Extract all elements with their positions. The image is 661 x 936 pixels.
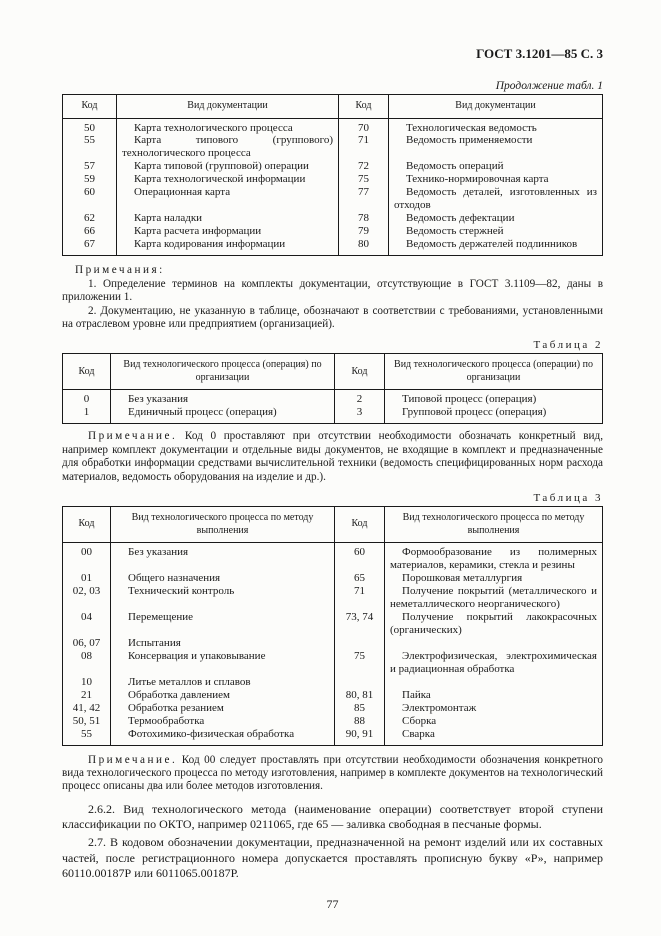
- code-cell: 80: [339, 238, 389, 255]
- text-cell: Карта типовой (групповой) операции: [117, 160, 339, 173]
- code-cell: 50: [63, 118, 117, 134]
- text-cell: Операционная карта: [117, 186, 339, 212]
- col-header-code: Код: [63, 95, 117, 119]
- table-row: [63, 611, 603, 637]
- note-item: 1. Определение терминов на комплекты документации, отсутствующие в ГОСТ 3.1109—82, даны в приложении 1.: [62, 277, 603, 304]
- text-cell: Карта кодирования информации: [117, 238, 339, 255]
- note-item: 2. Документацию, не указанную в таблице, обозначают в соответствии с требованиями, установленными на отраслевом уровне или предприятием (организацией).: [62, 304, 603, 330]
- text-cell: Термообработка: [111, 715, 335, 728]
- col-header-code: Код: [335, 354, 385, 390]
- text-cell: Обработка давлением: [111, 689, 335, 702]
- text-cell: Консервация и упаковывание: [111, 650, 335, 676]
- code-cell: 62: [63, 212, 117, 225]
- text-cell: Испытания: [111, 637, 335, 650]
- code-cell: 70: [339, 118, 389, 134]
- code-cell: 60: [63, 186, 117, 212]
- table-row: [63, 676, 603, 689]
- code-cell: 66: [63, 225, 117, 238]
- text-cell: Типовой процесс (операция): [385, 390, 603, 406]
- text-cell: Электрофизическая, электрохимическая и радиационная обработка: [385, 650, 603, 676]
- text-cell: Обработка резанием: [111, 702, 335, 715]
- text-cell: Карта технологической информации: [117, 173, 339, 186]
- table-header-row: [63, 354, 603, 390]
- table-row: [63, 238, 603, 255]
- text-cell: Групповой процесс (операция): [385, 406, 603, 423]
- table-row: [63, 390, 603, 406]
- code-cell: 90, 91: [335, 728, 385, 745]
- table-row: [63, 715, 603, 728]
- process-organization-table: [62, 353, 603, 424]
- text-cell: Получение покрытий (металлического и неметаллического неорганического): [385, 585, 603, 611]
- note-text: Код 00 следует проставлять при отсутствии необходимости обозначения конкретного вида технологического процесса по методу изготовления, например в комплекте документов на технологический процесс описаны два или более методов изготовления.: [62, 753, 604, 793]
- note-label: Примечание.: [88, 430, 178, 443]
- table-row: [63, 212, 603, 225]
- code-cell: 75: [339, 173, 389, 186]
- text-cell: Карта технологического процесса: [117, 118, 339, 134]
- table-row: [63, 173, 603, 186]
- table1-notes: [62, 264, 603, 331]
- document-reference: ГОСТ 3.1201—85 С. 3: [476, 46, 603, 61]
- text-cell: Ведомость стержней: [389, 225, 603, 238]
- table-row: [63, 186, 603, 212]
- code-cell: 78: [339, 212, 389, 225]
- text-cell: Ведомость дефектации: [389, 212, 603, 225]
- table-row: [63, 689, 603, 702]
- documentation-codes-table: [62, 94, 603, 256]
- text-cell: Общего назначения: [111, 572, 335, 585]
- table-row: [63, 572, 603, 585]
- text-cell: [385, 676, 603, 689]
- text-cell: Электромонтаж: [385, 702, 603, 715]
- text-cell: Ведомость применяемости: [389, 134, 603, 160]
- code-cell: 02, 03: [63, 585, 111, 611]
- col-header-code: Код: [63, 507, 111, 543]
- note-text: Код 0 проставляют при отсутствии необходимости обозначать конкретный вид, например комплект документации и отдельные виды документов, не входящие в комплект и предназначенные для обработки информации средствами вычислительной техники (ведомость специфицированных норм расхода материалов, ведомость оборудования на изделие и др.).: [62, 430, 603, 483]
- table-row: [63, 118, 603, 134]
- code-cell: 0: [63, 390, 111, 406]
- col-header-code: Код: [339, 95, 389, 119]
- table3-caption: Таблица 3: [533, 492, 603, 505]
- code-cell: [335, 637, 385, 650]
- text-cell: Технический контроль: [111, 585, 335, 611]
- table-header-row: [63, 507, 603, 543]
- col-header-doc-kind: Вид документации: [389, 95, 603, 119]
- table-row: [63, 637, 603, 650]
- text-cell: Фотохимико-физическая обработка: [111, 728, 335, 745]
- table-row: [63, 728, 603, 745]
- text-cell: Сварка: [385, 728, 603, 745]
- code-cell: 79: [339, 225, 389, 238]
- text-cell: Пайка: [385, 689, 603, 702]
- code-cell: 67: [63, 238, 117, 255]
- table-row: [63, 702, 603, 715]
- table-row: [63, 134, 603, 160]
- code-cell: 71: [339, 134, 389, 160]
- code-cell: 71: [335, 585, 385, 611]
- code-cell: [335, 676, 385, 689]
- text-cell: Ведомость деталей, изготовленных из отходов: [389, 186, 603, 212]
- col-header-process-kind: Вид технологического процесса (операции) по организации: [385, 354, 603, 390]
- code-cell: 21: [63, 689, 111, 702]
- text-cell: Без указания: [111, 390, 335, 406]
- code-cell: 55: [63, 728, 111, 745]
- code-cell: 3: [335, 406, 385, 423]
- code-cell: 59: [63, 173, 117, 186]
- table-row: [63, 650, 603, 676]
- code-cell: 41, 42: [63, 702, 111, 715]
- text-cell: Карта типового (группового) технологического процесса: [117, 134, 339, 160]
- text-cell: Карта расчета информации: [117, 225, 339, 238]
- code-cell: 08: [63, 650, 111, 676]
- text-cell: Получение покрытий лакокрасочных (органических): [385, 611, 603, 637]
- code-cell: 04: [63, 611, 111, 637]
- page-number: 77: [326, 897, 339, 912]
- text-cell: Без указания: [111, 543, 335, 572]
- code-cell: 2: [335, 390, 385, 406]
- text-cell: Перемещение: [111, 611, 335, 637]
- code-cell: 75: [335, 650, 385, 676]
- table-header-row: [63, 95, 603, 119]
- col-header-code: Код: [63, 354, 111, 390]
- notes-title: Примечания:: [75, 264, 165, 277]
- text-cell: Единичный процесс (операция): [111, 406, 335, 423]
- col-header-process-kind: Вид технологического процесса по методу выполнения: [111, 507, 335, 543]
- process-method-table: [62, 506, 603, 746]
- text-cell: Ведомость держателей подлинников: [389, 238, 603, 255]
- text-cell: Формообразование из полимерных материалов, керамики, стекла и резины: [385, 543, 603, 572]
- table-row: [63, 225, 603, 238]
- col-header-code: Код: [335, 507, 385, 543]
- table1-continuation-label: Продолжение табл. 1: [495, 80, 603, 92]
- table-row: [63, 585, 603, 611]
- code-cell: 10: [63, 676, 111, 689]
- table-row: [63, 160, 603, 173]
- code-cell: 85: [335, 702, 385, 715]
- table-row: [63, 543, 603, 572]
- code-cell: 77: [339, 186, 389, 212]
- text-cell: Карта наладки: [117, 212, 339, 225]
- col-header-doc-kind: Вид документации: [117, 95, 339, 119]
- paragraph-2-7: 2.7. В кодовом обозначении документации, предназначенной на ремонт изделий или их составных частей, после регистрационного номера допускается проставлять прописную букву «Р», например 60110.00187Р или 6011065.00187Р.: [62, 835, 603, 880]
- table2-note: [62, 430, 603, 484]
- text-cell: Сборка: [385, 715, 603, 728]
- table3-note: [62, 754, 603, 794]
- code-cell: 72: [339, 160, 389, 173]
- text-cell: Порошковая металлургия: [385, 572, 603, 585]
- col-header-process-kind: Вид технологического процесса (операция) по организации: [111, 354, 335, 390]
- code-cell: 80, 81: [335, 689, 385, 702]
- code-cell: 01: [63, 572, 111, 585]
- text-cell: Технико-нормировочная карта: [389, 173, 603, 186]
- code-cell: 55: [63, 134, 117, 160]
- code-cell: 88: [335, 715, 385, 728]
- text-cell: Технологическая ведомость: [389, 118, 603, 134]
- code-cell: 57: [63, 160, 117, 173]
- code-cell: 06, 07: [63, 637, 111, 650]
- table-row: [63, 406, 603, 423]
- text-cell: Ведомость операций: [389, 160, 603, 173]
- code-cell: 65: [335, 572, 385, 585]
- code-cell: 60: [335, 543, 385, 572]
- text-cell: Литье металлов и сплавов: [111, 676, 335, 689]
- code-cell: 00: [63, 543, 111, 572]
- code-cell: 73, 74: [335, 611, 385, 637]
- text-cell: [385, 637, 603, 650]
- code-cell: 50, 51: [63, 715, 111, 728]
- code-cell: 1: [63, 406, 111, 423]
- note-label: Примечание.: [88, 753, 178, 766]
- col-header-process-kind: Вид технологического процесса по методу выполнения: [385, 507, 603, 543]
- table2-caption: Таблица 2: [533, 339, 603, 352]
- paragraph-2-6-2: 2.6.2. Вид технологического метода (наименование операции) соответствует второй ступени классификации по ОКТО, например 0211065, где 65 — заливка свободная в песчаные формы.: [62, 801, 603, 832]
